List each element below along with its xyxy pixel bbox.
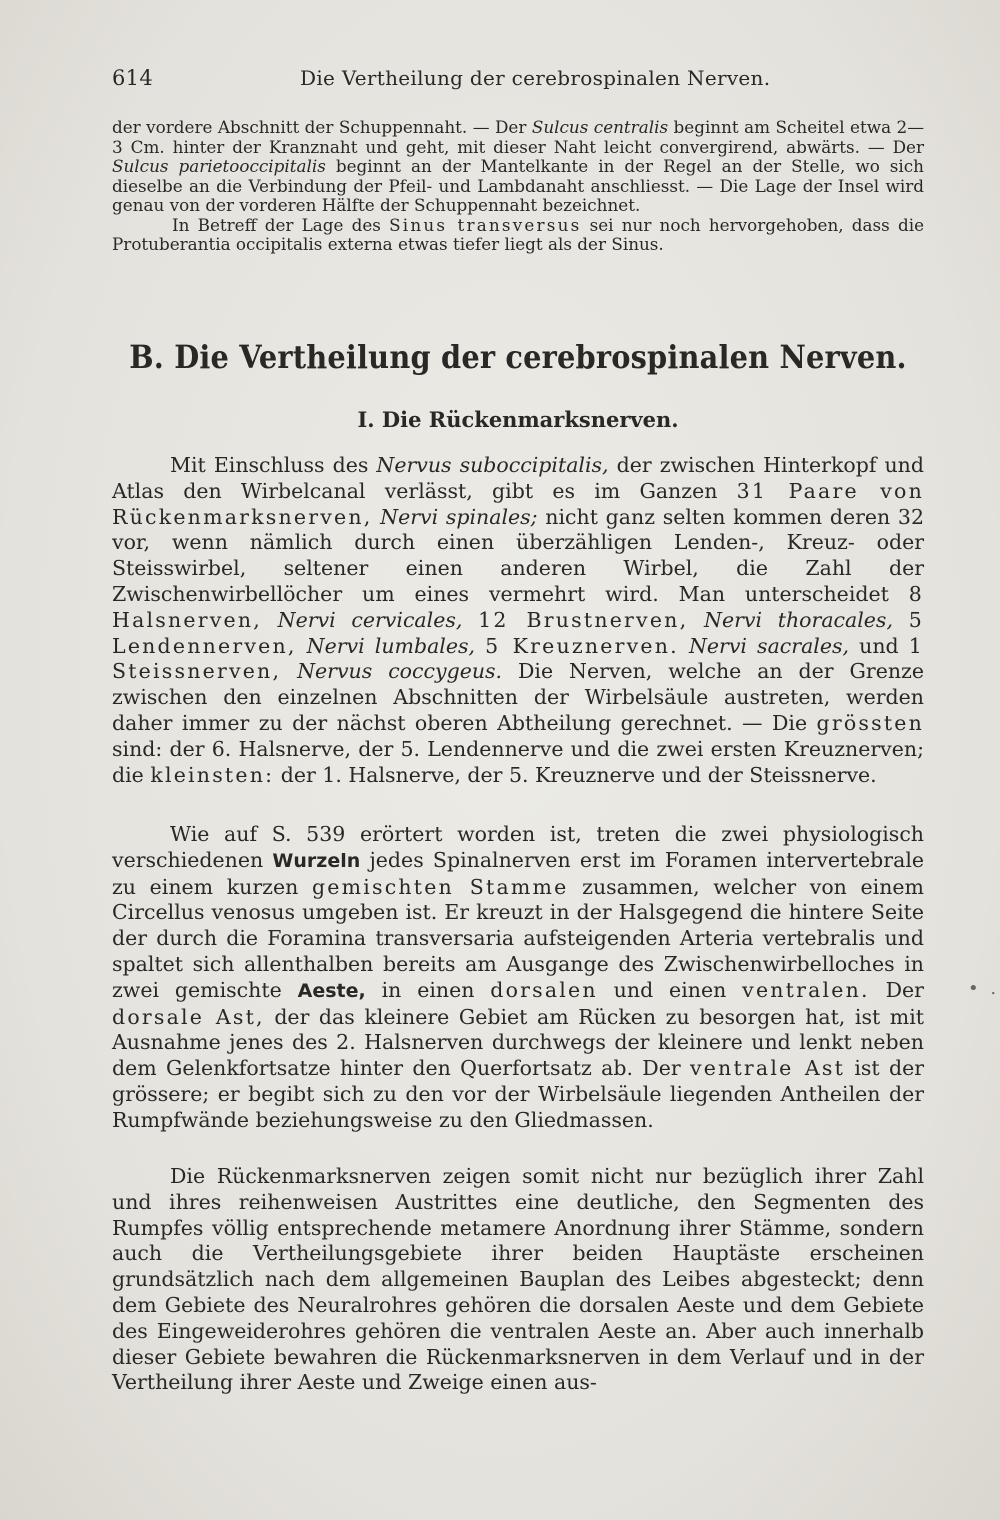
margin-mark: • . bbox=[968, 978, 1000, 999]
page-number: 614 bbox=[112, 66, 153, 90]
intro-paragraph-1: der vordere Abschnitt der Schuppennaht. — Der Sulcus centralis beginnt am Scheitel etwa 2—3 Cm. hinter der Kranznaht und geht, mit dieser Naht leicht convergirend, abwärts. — Der Sulcus parietooccipitalis beginnt an der Mantelkante in der Regel an der Stelle, wo sich dieselbe an die Verbindung der Pfeil- und Lambdanaht anschliesst. — Die Lage der Insel wird genau von der vorderen Hälfte der Schuppennaht bezeichnet. bbox=[112, 117, 924, 215]
paragraph-3: Die Rückenmarksnerven zeigen somit nicht nur bezüglich ihrer Zahl und ihres reihenweisen Austrittes eine deutliche, den Segmenten des Rumpfes völlig entsprechende metamere Anordnung ihrer Stämme, sondern auch die Vertheilungsgebiete ihrer beiden Hauptäste erscheinen grundsätzlich nach dem allgemeinen Bauplan des Leibes abgesteckt; denn dem Gebiete des Neuralrohres gehören die dorsalen Aeste und dem Gebiete des Eingeweiderohres gehören die ventralen Aeste an. Aber auch innerhalb dieser Gebiete bewahren die Rückenmarksnerven in dem Verlauf und in der Vertheilung ihrer Aeste und Zweige einen aus- bbox=[112, 1164, 924, 1395]
running-title: Die Vertheilung der cerebrospinalen Nerven. bbox=[300, 66, 771, 90]
intro-text bbox=[112, 118, 924, 255]
section-title: B. Die Vertheilung der cerebrospinalen Nerven. bbox=[129, 338, 907, 376]
paragraph-1: Mit Einschluss des Nervus suboccipitalis, der zwischen Hinterkopf und Atlas den Wirbelcanal verlässt, gibt es im Ganzen 31 Paare von Rückenmarksnerven, Nervi spinales; nicht ganz selten kommen deren 32 vor, wenn nämlich durch einen überzähligen Lenden-, Kreuz- oder Steisswirbel, seltener einen anderen Wirbel, die Zahl der Zwischenwirbellöcher um eines vermehrt wird. Man unterscheidet 8 Halsnerven, Nervi cervicales, 12 Brustnerven, Nervi thoracales, 5 Lendennerven, Nervi lumbales, 5 Kreuznerven. Nervi sacrales, und 1 Steissnerven, Nervus coccygeus. Die Nerven, welche an der Grenze zwischen den einzelnen Abschnitten der Wirbelsäule austreten, werden daher immer zu der nächst oberen Abtheilung gerechnet. — Die grössten sind: der 6. Halsnerve, der 5. Lendennerve und die zwei ersten Kreuznerven; die kleinsten: der 1. Halsnerve, der 5. Kreuznerve und der Steissnerve. bbox=[112, 453, 924, 787]
page-header bbox=[112, 66, 922, 96]
paragraph-2: Wie auf S. 539 erörtert worden ist, treten die zwei physiologisch verschiedenen Wurzeln jedes Spinalnerven erst im Foramen intervertebrale zu einem kurzen gemischten Stamme zusammen, welcher von einem Circellus venosus umgeben ist. Er kreuzt in der Halsgegend die hintere Seite der durch die Foramina transversaria aufsteigenden Arteria vertebralis und spaltet sich allenthalben bereits am Ausgange des Zwischenwirbelloches in zwei gemischte Aeste, in einen dorsalen und einen ventralen. Der dorsale Ast, der das kleinere Gebiet am Rücken zu besorgen hat, ist mit Ausnahme jenes des 2. Halsnerven durchwegs der kleinere und lenkt neben dem Gelenkfortsatze hinter den Querfortsatz ab. Der ventrale Ast ist der grössere; er begibt sich zu den vor der Wirbelsäule liegenden Antheilen der Rumpfwände beziehungsweise zu den Gliedmassen. bbox=[112, 822, 925, 1132]
intro-paragraph-2: In Betreff der Lage des Sinus transversus sei nur noch hervorgehoben, dass die Protuberantia occipitalis externa etwas tiefer liegt als der Sinus. bbox=[112, 214, 925, 254]
subsection-title: I. Die Rückenmarksnerven. bbox=[357, 407, 679, 432]
